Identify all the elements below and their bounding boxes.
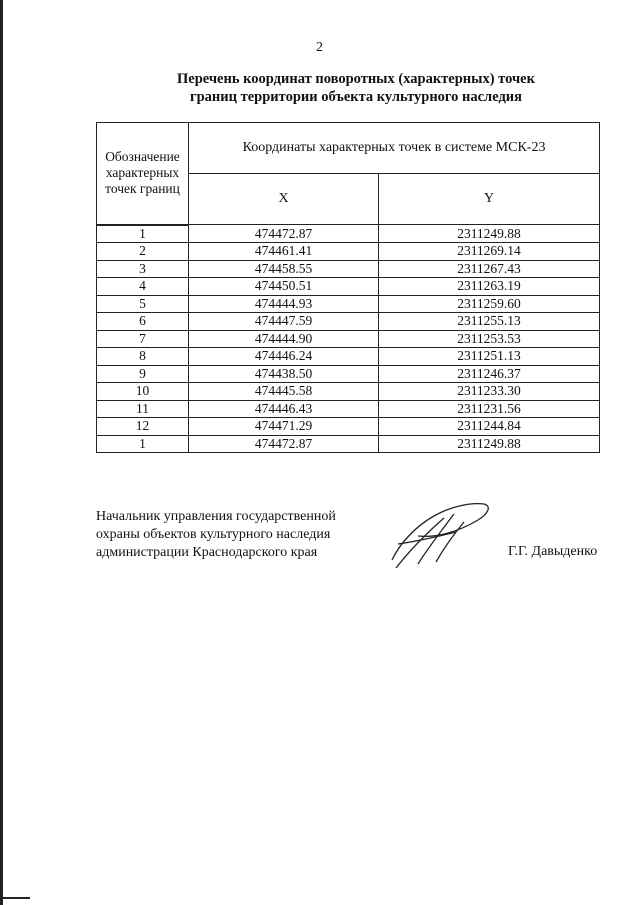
x-coordinate-cell: 474472.87 — [189, 435, 379, 453]
y-coordinate-cell: 2311253.53 — [379, 330, 600, 348]
table-row — [97, 295, 600, 313]
y-coordinate-cell: 2311269.14 — [379, 243, 600, 261]
y-coordinate-cell: 2311249.88 — [379, 225, 600, 243]
point-number-cell: 7 — [97, 330, 189, 348]
x-coordinate-cell: 474446.24 — [189, 348, 379, 366]
y-coordinate-cell: 2311263.19 — [379, 278, 600, 296]
y-coordinate-cell: 2311255.13 — [379, 313, 600, 331]
table-row — [97, 225, 600, 243]
point-number-cell: 6 — [97, 313, 189, 331]
table-row — [97, 313, 600, 331]
table-row — [97, 400, 600, 418]
signatory-position-line-2: охраны объектов культурного наследия — [96, 527, 331, 542]
x-coordinate-cell: 474447.59 — [189, 313, 379, 331]
page-bottom-edge-mark — [0, 897, 30, 899]
point-number-cell: 11 — [97, 400, 189, 418]
y-coordinate-cell: 2311249.88 — [379, 435, 600, 453]
coordinates-table-body — [97, 225, 600, 453]
signatory-position — [96, 508, 336, 562]
table-row — [97, 278, 600, 296]
signatory-name: Г.Г. Давыденко — [508, 544, 598, 559]
point-number-cell: 1 — [97, 225, 189, 243]
point-number-cell: 8 — [97, 348, 189, 366]
point-number-cell: 10 — [97, 383, 189, 401]
point-number-cell: 9 — [97, 365, 189, 383]
table-row — [97, 418, 600, 436]
header-x: X — [189, 174, 379, 225]
x-coordinate-cell: 474445.58 — [189, 383, 379, 401]
point-number-cell: 3 — [97, 260, 189, 278]
point-number-cell: 12 — [97, 418, 189, 436]
x-coordinate-cell: 474471.29 — [189, 418, 379, 436]
y-coordinate-cell: 2311251.13 — [379, 348, 600, 366]
y-coordinate-cell: 2311246.37 — [379, 365, 600, 383]
y-coordinate-cell: 2311231.56 — [379, 400, 600, 418]
table-row — [97, 243, 600, 261]
header-point-label-line-2: характерных — [105, 165, 180, 181]
point-number-cell: 2 — [97, 243, 189, 261]
x-coordinate-cell: 474450.51 — [189, 278, 379, 296]
y-coordinate-cell: 2311233.30 — [379, 383, 600, 401]
table-row — [97, 260, 600, 278]
point-number-cell: 5 — [97, 295, 189, 313]
header-point-label-line-1: Обозначение — [105, 149, 180, 165]
table-row — [97, 435, 600, 453]
title-line-1: Перечень координат поворотных (характерных) точек — [177, 71, 535, 87]
handwritten-signature — [388, 498, 493, 570]
x-coordinate-cell: 474446.43 — [189, 400, 379, 418]
table-row — [97, 365, 600, 383]
header-coordinates: Координаты характерных точек в системе МСК-23 — [189, 123, 600, 174]
table-row — [97, 330, 600, 348]
x-coordinate-cell: 474444.93 — [189, 295, 379, 313]
document-title — [0, 70, 639, 106]
y-coordinate-cell: 2311267.43 — [379, 260, 600, 278]
x-coordinate-cell: 474472.87 — [189, 225, 379, 243]
x-coordinate-cell: 474461.41 — [189, 243, 379, 261]
y-coordinate-cell: 2311244.84 — [379, 418, 600, 436]
point-number-cell: 4 — [97, 278, 189, 296]
title-line-2: границ территории объекта культурного наследия — [190, 89, 522, 105]
coordinates-table — [96, 122, 600, 453]
signatory-position-line-1: Начальник управления государственной — [96, 509, 336, 524]
header-point-label — [97, 123, 189, 225]
x-coordinate-cell: 474438.50 — [189, 365, 379, 383]
point-number-cell: 1 — [97, 435, 189, 453]
page-left-edge — [0, 0, 3, 905]
table-row — [97, 383, 600, 401]
signatory-position-line-3: администрации Краснодарского края — [96, 545, 318, 560]
x-coordinate-cell: 474444.90 — [189, 330, 379, 348]
y-coordinate-cell: 2311259.60 — [379, 295, 600, 313]
table-row — [97, 348, 600, 366]
page-number: 2 — [316, 40, 323, 55]
header-y: Y — [379, 174, 600, 225]
x-coordinate-cell: 474458.55 — [189, 260, 379, 278]
header-point-label-line-3: точек границ — [105, 181, 180, 197]
